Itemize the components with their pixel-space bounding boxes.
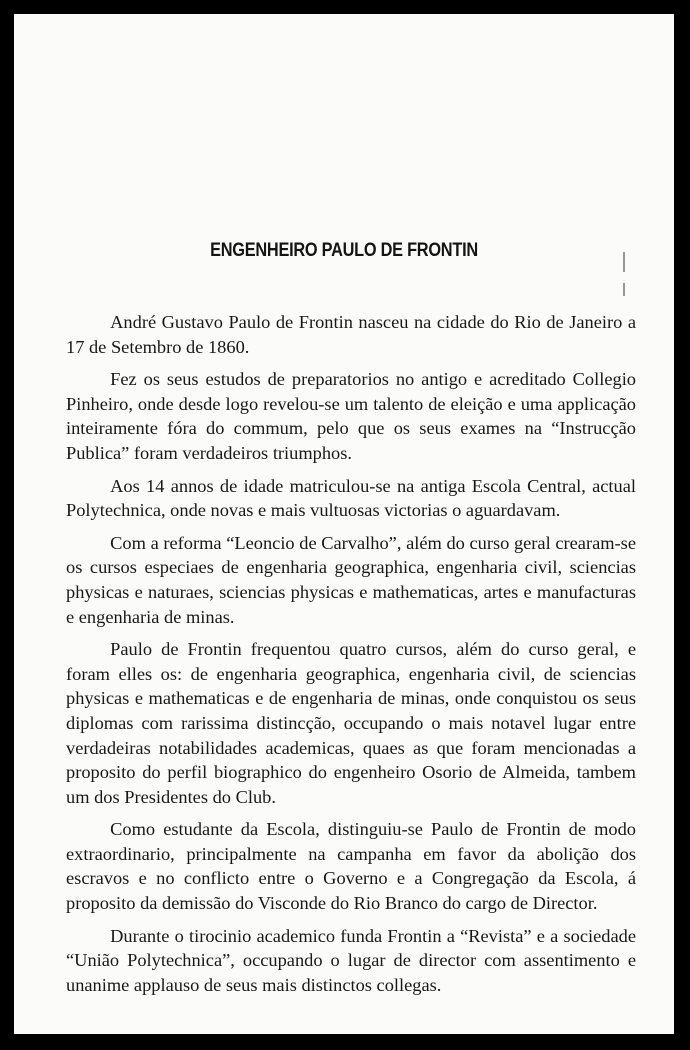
paragraph-birth: André Gustavo Paulo de Frontin nasceu na cidade do Rio de Janeiro a 17 de Setembro de 1860. xyxy=(66,312,636,357)
paragraph-reforma: Com a reforma “Leoncio de Carvalho”, além do curso geral crearam-se os cursos especiaes de engenharia geographica, engenharia civil, sciencias physicas e naturaes, sciencias physicas e mathematicas, artes e manufacturas e engenharia de minas. xyxy=(66,532,636,627)
page-title: ENGENHEIRO PAULO DE FRONTIN xyxy=(210,240,478,261)
article-body xyxy=(66,310,636,1005)
document-page xyxy=(14,14,674,1034)
paragraph-cursos: Paulo de Frontin frequentou quatro cursos, além do curso geral, e foram elles os: de engenharia geographica, engenharia civil, de sciencias physicas e mathematicas e de engenharia de minas, onde conquistou os seus diplomas com rarissima distincção, occupando o mais notavel lugar entre verdadeiras notabilidades academicas, quaes as que foram mencionadas a proposito do perfil biographico do engenheiro Osorio de Almeida, tambem um dos Presidentes do Club. xyxy=(66,639,636,807)
paragraph-tirocinio: Durante o tirocinio academico funda Frontin a “Revista” e a sociedade “União Polytechnica”, occupando o lugar de director com assentimento e unanime applauso de seus mais distinctos collegas. xyxy=(66,925,636,995)
paragraph-escola-central: Aos 14 annos de idade matriculou-se na antiga Escola Central, actual Polytechnica, onde novas e mais vultuosas victorias o aguardavam. xyxy=(66,475,636,521)
margin-marks xyxy=(622,252,626,296)
paragraph-estudante: Como estudante da Escola, distinguiu-se Paulo de Frontin de modo extraordinario, principalmente na campanha em favor da abolição dos escravos e no conflicto entre o Governo e a Congregação da Escola, á proposito da demissão do Visconde do Rio Branco do cargo de Director. xyxy=(66,819,636,914)
paragraph-studies: Fez os seus estudos de preparatorios no antigo e acreditado Collegio Pinheiro, onde desde logo revelou-se um talento de eleição e uma applicação inteiramente fóra do commum, pelo que os seus exames na “Instrucção Publica” foram verdadeiros triumphos. xyxy=(66,369,636,463)
